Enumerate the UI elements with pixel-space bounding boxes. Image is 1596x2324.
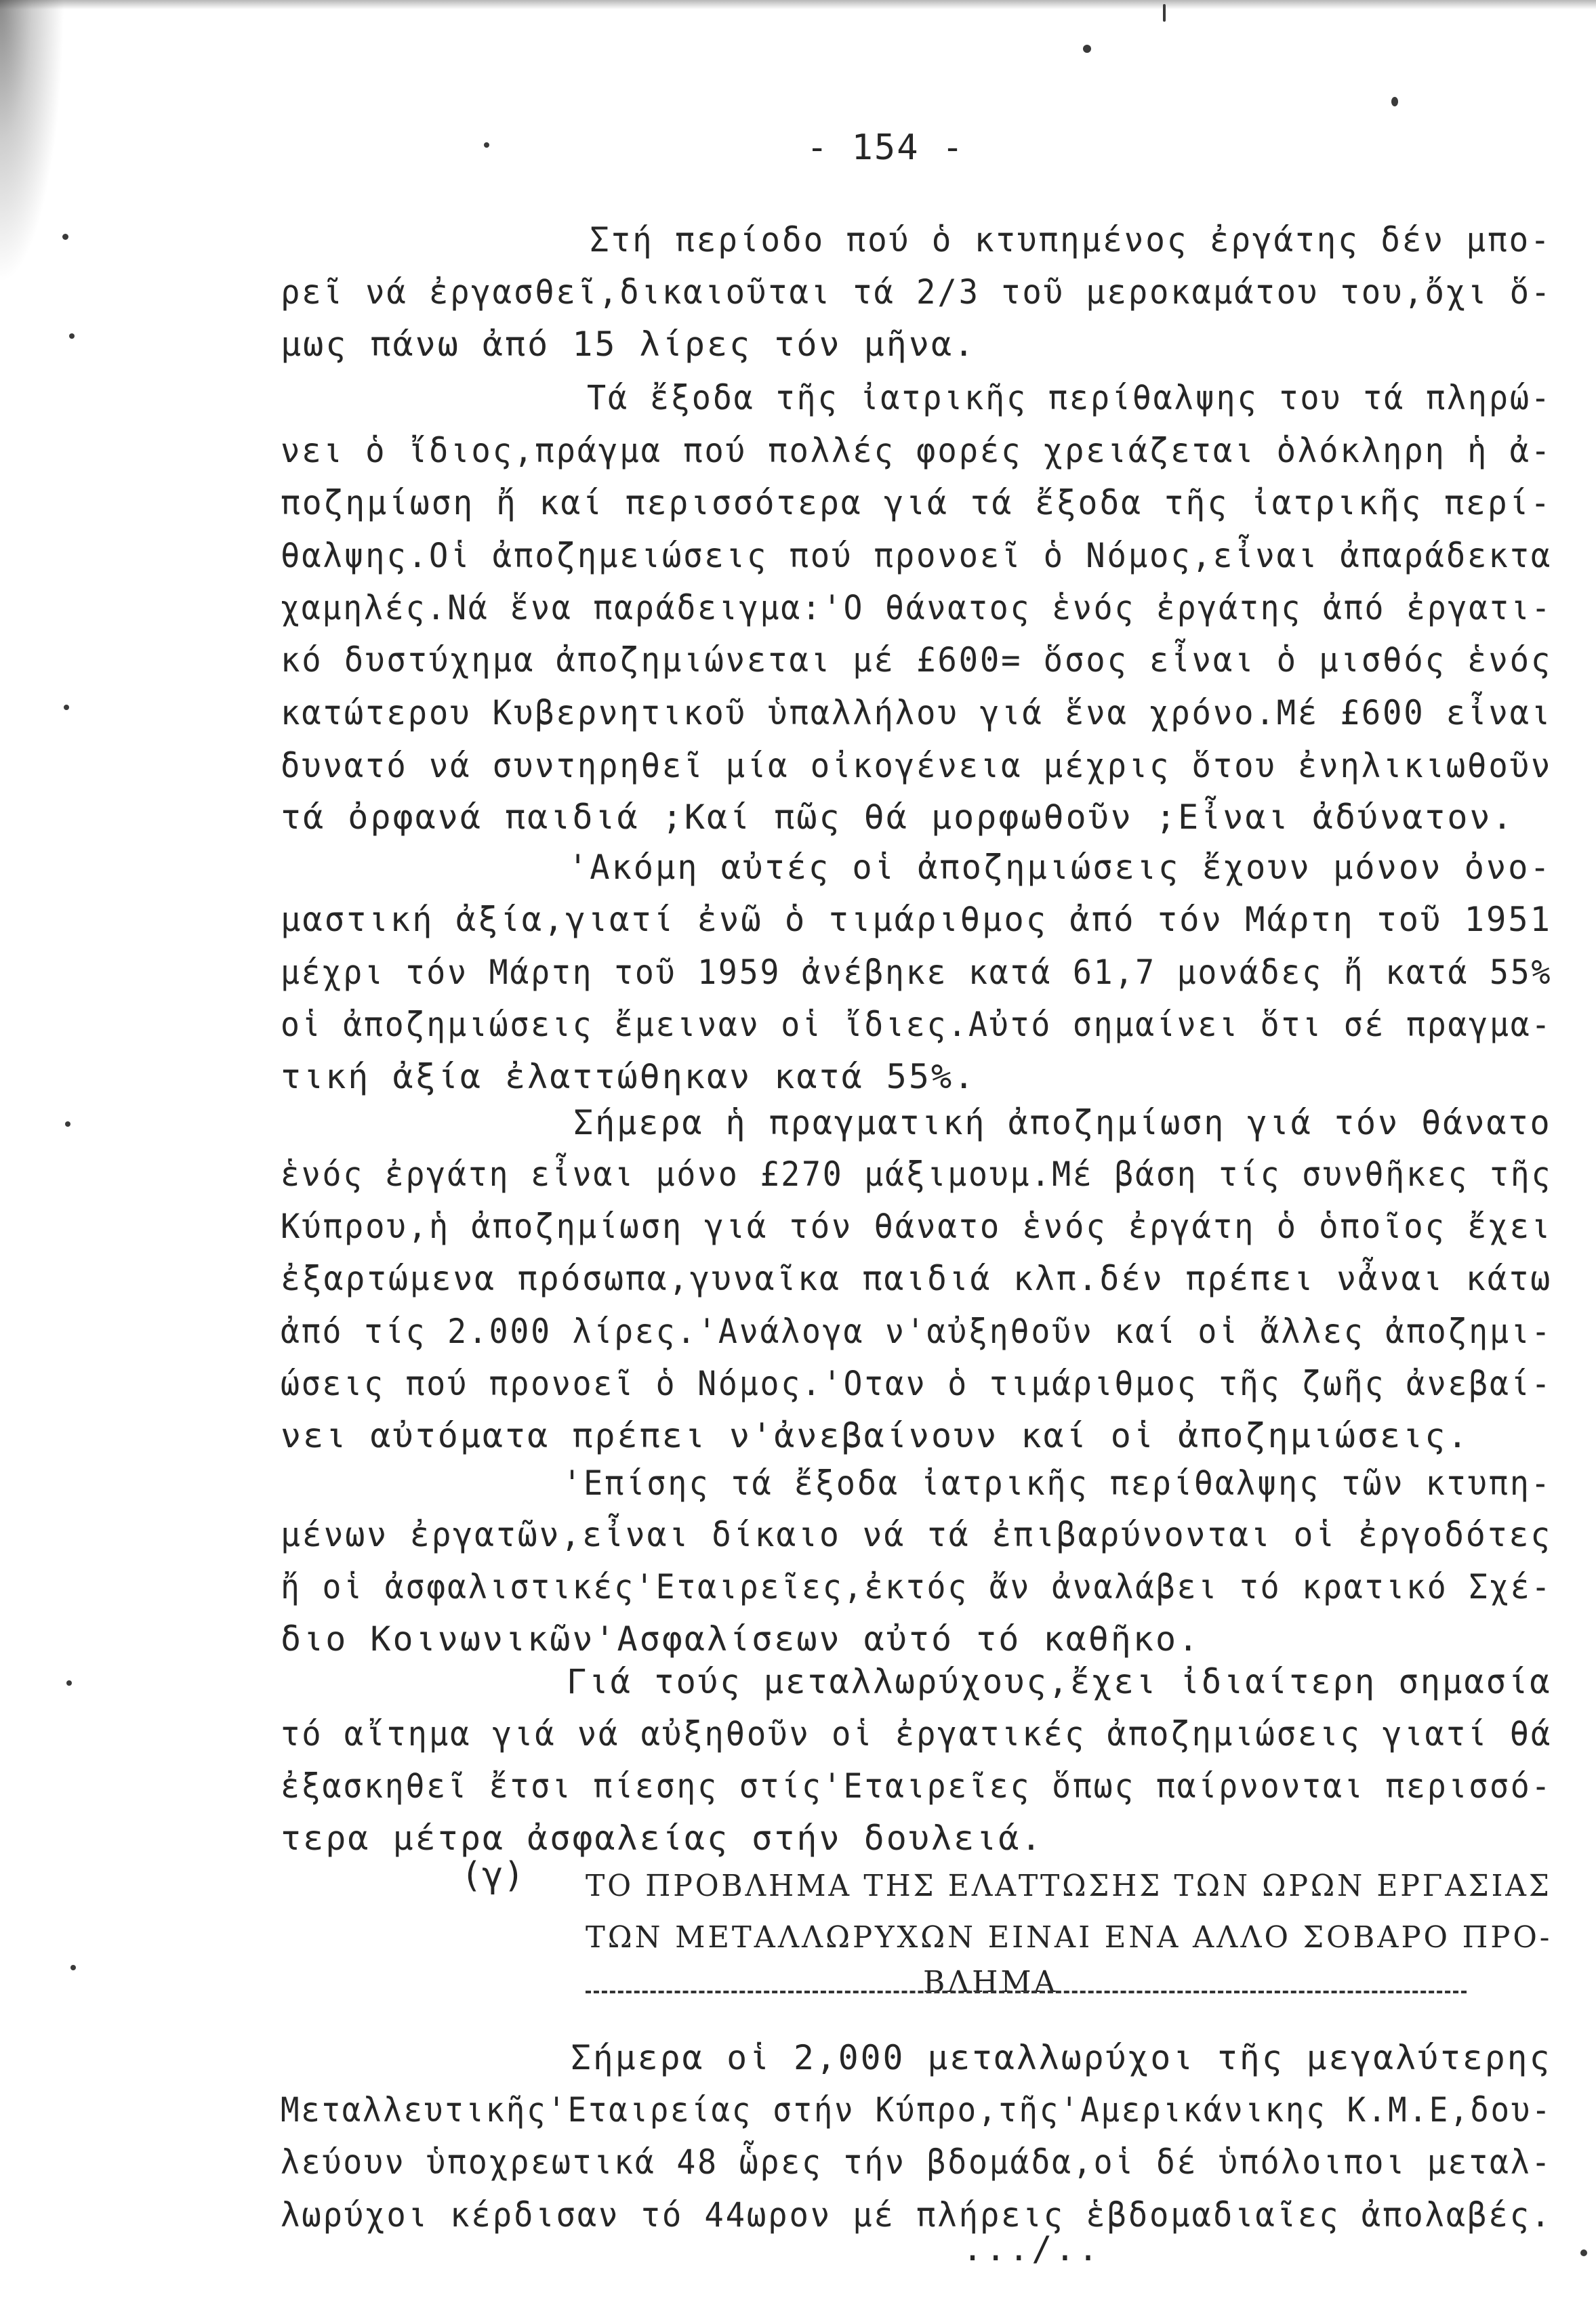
text-line: Τά ἔξοδα τῆς ἰατρικῆς περίθαλψης του τά πληρώ- [587,378,1552,417]
text-line: κατώτερου Κυβερνητικοῦ ὑπαλλήλου γιά ἕνα χρόνο.Μέ £600 εἶναι [281,693,1553,732]
text-line: ώσεις πού προνοεῖ ὁ Νόμος.'Οταν ὁ τιμάριθμος τῆς ζωῆς ἀνεβαί- [281,1364,1553,1403]
ink-speck [1391,97,1398,106]
ink-speck [66,1680,72,1686]
continuation-mark: .../.. [962,2229,1101,2268]
text-line: οἱ ἀποζημιώσεις ἔμειναν οἱ ἴδιες.Αὐτό σημαίνει ὅτι σέ πραγμα- [281,1005,1553,1044]
text-line: Σήμερα ἡ πραγματική ἀποζημίωση γιά τόν θάνατο [573,1103,1552,1142]
scan-top-edge [0,0,1596,9]
ink-speck [69,333,75,339]
text-line: 'Ακόμη αὐτές οἱ ἀποζημιώσεις ἔχουν μόνον ὀνο- [568,848,1552,887]
text-line: 'Επίσης τά ἔξοδα ἰατρικῆς περίθαλψης τῶν κτυπη- [562,1464,1552,1503]
text-line: τά ὀρφανά παιδιά ;Καί πῶς θά μορφωθοῦν ;Εἶναι ἀδύνατον. [281,797,1515,837]
text-line: Σήμερα οἱ 2,000 μεταλλωρύχοι τῆς μεγαλύτερης [571,2038,1552,2077]
text-line: διο Κοινωνικῶν'Ασφαλίσεων αὐτό τό καθῆκο. [281,1619,1201,1659]
text-line: τική ἀξία ἐλαττώθηκαν κατά 55%. [281,1057,977,1096]
ink-speck [65,1121,70,1127]
ink-speck [64,705,69,710]
text-line: Στή περίοδο πού ὁ κτυπημένος ἐργάτης δέν μπο- [590,220,1552,260]
text-line: μαστική ἀξία,γιατί ἐνῶ ὁ τιμάριθμος ἀπό τόν Μάρτη τοῦ 1951 [281,900,1552,939]
text-line: ρεῖ νά ἐργασθεῖ,δικαιοῦται τά 2/3 τοῦ μεροκαμάτου του,ὄχι ὅ- [281,272,1553,312]
ink-speck [1083,45,1091,53]
text-line: ποζημίωση ἤ καί περισσότερα γιά τά ἔξοδα τῆς ἰατρικῆς περί- [281,483,1553,522]
heading-underline [586,1991,1467,1993]
text-line: Κύπρου,ἡ ἀποζημίωση γιά τόν θάνατο ἑνός ἐργάτη ὁ ὁποῖος ἔχει [281,1207,1553,1246]
text-line: ἀπό τίς 2.000 λίρες.'Ανάλογα ν'αὐξηθοῦν καί οἱ ἄλλες ἀποζημι- [281,1312,1553,1351]
ink-speck [1580,2249,1587,2256]
text-line: λωρύχοι κέρδισαν τό 44ωρον μέ πλήρεις ἑβδομαδιαῖες ἀπολαβές. [281,2195,1553,2235]
section-heading-line: ΤΩΝ ΜΕΤΑΛΛΩΡΥΧΩΝ ΕΙΝΑΙ ΕΝΑ ΑΛΛΟ ΣΟΒΑΡΟ ΠΡΟ- [586,1920,1553,1955]
text-line: θαλψης.Οἱ ἀποζημειώσεις πού προνοεῖ ὁ Νόμος,εἶναι ἀπαράδεκτα [281,536,1553,575]
text-line: ἤ οἱ ἀσφαλιστικές'Εταιρεῖες,ἐκτός ἄν ἀναλάβει τό κρατικό Σχέ- [281,1567,1553,1606]
text-line: ἐξαρτώμενα πρόσωπα,γυναῖκα παιδιά κλπ.δέν πρέπει νἆναι κάτω [281,1259,1553,1298]
text-line: μέχρι τόν Μάρτη τοῦ 1959 ἀνέβηκε κατά 61,7 μονάδες ἤ κατά 55% [281,953,1553,992]
text-line: ἐξασκηθεῖ ἔτσι πίεσης στίς'Εταιρεῖες ὅπως παίρνονται περισσό- [281,1766,1553,1806]
text-line: νει αὐτόματα πρέπει ν'ἀνεβαίνουν καί οἱ ἀποζημιώσεις. [281,1416,1470,1455]
text-line: Μεταλλευτικῆς'Εταιρείας στήν Κύπρο,τῆς'Αμερικάνικης Κ.Μ.Ε,δου- [281,2090,1553,2130]
text-line: μένων ἐργατῶν,εἶναι δίκαιο νά τά ἐπιβαρύνονται οἱ ἐργοδότες [281,1515,1553,1554]
text-line: κό δυστύχημα ἀποζημιώνεται μέ £600= ὅσος εἶναι ὁ μισθός ἑνός [281,640,1553,680]
text-line: Γιά τούς μεταλλωρύχους,ἔχει ἰδιαίτερη σημασία [567,1662,1552,1701]
text-line: λεύουν ὑποχρεωτικά 48 ὧρες τήν βδομάδα,οἱ δέ ὑπόλοιποι μεταλ- [281,2142,1553,2182]
section-label: (γ) [461,1855,525,1896]
text-line: νει ὁ ἴδιος,πράγμα πού πολλές φορές χρειάζεται ὁλόκληρη ἡ ἀ- [281,431,1553,470]
ink-speck [1163,4,1166,22]
ink-speck [70,1965,76,1970]
text-line: τό αἴτημα γιά νά αὐξηθοῦν οἱ ἐργατικές ἀποζημιώσεις γιατί θά [281,1714,1553,1754]
scan-corner-shadow [0,0,64,285]
section-heading-line: ΤΟ ΠΡΟΒΛΗΜΑ ΤΗΣ ΕΛΑΤΤΩΣΗΣ ΤΩΝ ΩΡΩΝ ΕΡΓΑΣΙΑΣ [586,1869,1552,1903]
page-number: - 154 - [806,127,965,168]
text-line: μως πάνω ἀπό 15 λίρες τόν μῆνα. [281,325,977,364]
text-line: χαμηλές.Νά ἕνα παράδειγμα:'Ο θάνατος ἑνός ἐργάτης ἀπό ἐργατι- [281,588,1553,627]
text-line: δυνατό νά συντηρηθεῖ μία οἰκογένεια μέχρις ὅτου ἐνηλικιωθοῦν [281,746,1553,785]
section-heading-line: ΒΛΗΜΑ [923,1965,1059,1999]
ink-speck [484,142,489,148]
text-line: ἑνός ἐργάτη εἶναι μόνο £270 μάξιμουμ.Μέ βάση τίς συνθῆκες τῆς [281,1155,1553,1194]
ink-speck [62,234,68,240]
text-line: τερα μέτρα ἀσφαλείας στήν δουλειά. [281,1819,1044,1858]
